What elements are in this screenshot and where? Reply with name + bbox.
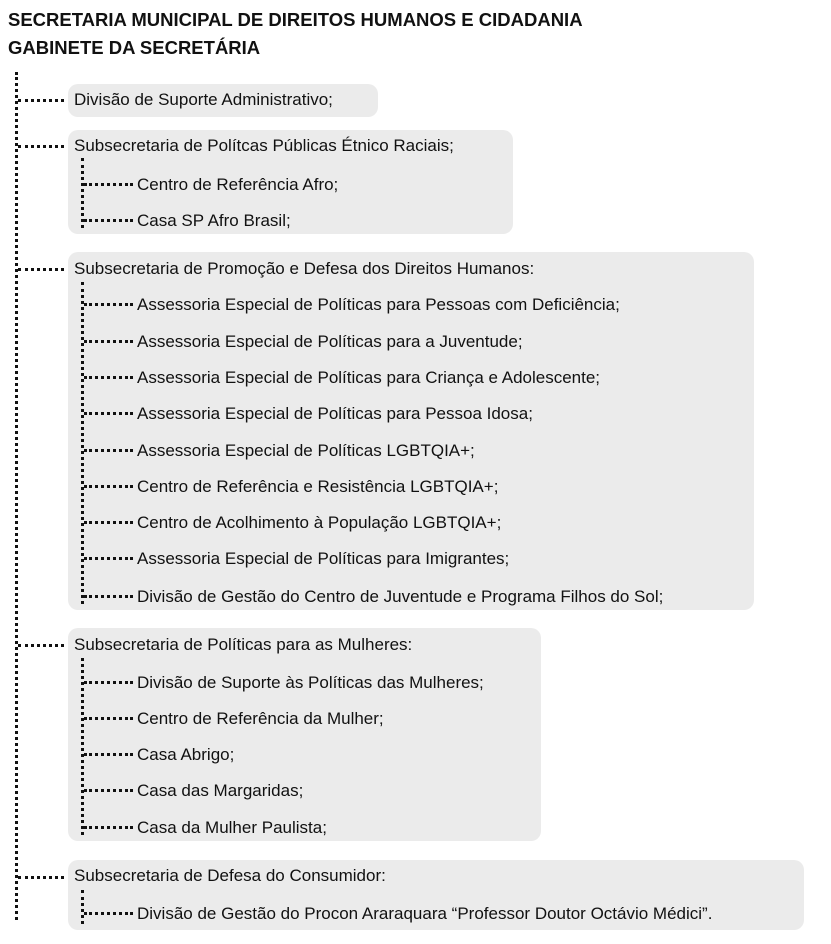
org-group-mulheres [68,628,541,841]
item-connector [84,717,133,720]
org-group-direitos-humanos [68,252,754,610]
org-node-label: Divisão de Suporte Administrativo; [74,90,333,109]
item-connector [84,412,133,415]
org-group-consumidor [68,860,804,930]
org-subitem-label: Casa Abrigo; [137,745,235,764]
branch-connector [18,99,64,102]
org-subitem-label: Divisão de Gestão do Procon Araraquara “Professor Doutor Octávio Médici”. [137,904,713,923]
org-subitem-label: Assessoria Especial de Políticas LGBTQIA+; [137,441,475,460]
item-connector [84,753,133,756]
item-connector [84,219,133,222]
org-subitem-label: Assessoria Especial de Políticas para Pessoa Idosa; [137,404,533,423]
item-connector [84,303,133,306]
sub-branch-line [81,282,84,604]
item-connector [84,449,133,452]
org-subitem-label: Casa das Margaridas; [137,781,304,800]
org-subitem-label: Divisão de Gestão do Centro de Juventude e Programa Filhos do Sol; [137,587,664,606]
org-node-label: Subsecretaria de Promoção e Defesa dos Direitos Humanos: [74,259,535,278]
org-subitem-label: Centro de Acolhimento à População LGBTQIA+; [137,513,502,532]
sub-branch-line [81,890,84,924]
org-node-label: Subsecretaria de Polítcas Públicas Étnico Raciais; [74,136,454,155]
org-subitem-label: Centro de Referência da Mulher; [137,709,384,728]
sub-branch-line [81,658,84,835]
item-connector [84,521,133,524]
org-subitem-label: Assessoria Especial de Políticas para a Juventude; [137,332,523,351]
item-connector [84,340,133,343]
org-subitem-label: Centro de Referência e Resistência LGBTQIA+; [137,477,499,496]
org-node-label: Subsecretaria de Defesa do Consumidor: [74,866,386,885]
branch-connector [18,268,64,271]
org-subitem-label: Centro de Referência Afro; [137,175,339,194]
org-subitem-label: Assessoria Especial de Políticas para Pessoas com Deficiência; [137,295,620,314]
item-connector [84,557,133,560]
sub-branch-line [81,158,84,228]
org-subitem-label: Casa SP Afro Brasil; [137,211,291,230]
item-connector [84,485,133,488]
org-subitem-label: Casa da Mulher Paulista; [137,818,327,837]
branch-connector [18,145,64,148]
item-connector [84,376,133,379]
org-group-suporte-administrativo [68,84,378,117]
item-connector [84,912,133,915]
page-subtitle: GABINETE DA SECRETÁRIA [8,37,261,58]
branch-connector [18,876,64,879]
page-title: SECRETARIA MUNICIPAL DE DIREITOS HUMANOS E CIDADANIA [8,9,583,30]
item-connector [84,826,133,829]
org-trunk-line [15,72,18,920]
org-group-etnico-raciais [68,130,513,234]
item-connector [84,789,133,792]
branch-connector [18,644,64,647]
item-connector [84,183,133,186]
org-subitem-label: Divisão de Suporte às Políticas das Mulheres; [137,673,484,692]
item-connector [84,595,133,598]
org-subitem-label: Assessoria Especial de Políticas para Criança e Adolescente; [137,368,601,387]
org-subitem-label: Assessoria Especial de Políticas para Imigrantes; [137,549,510,568]
org-node-label: Subsecretaria de Políticas para as Mulheres: [74,635,413,654]
item-connector [84,681,133,684]
